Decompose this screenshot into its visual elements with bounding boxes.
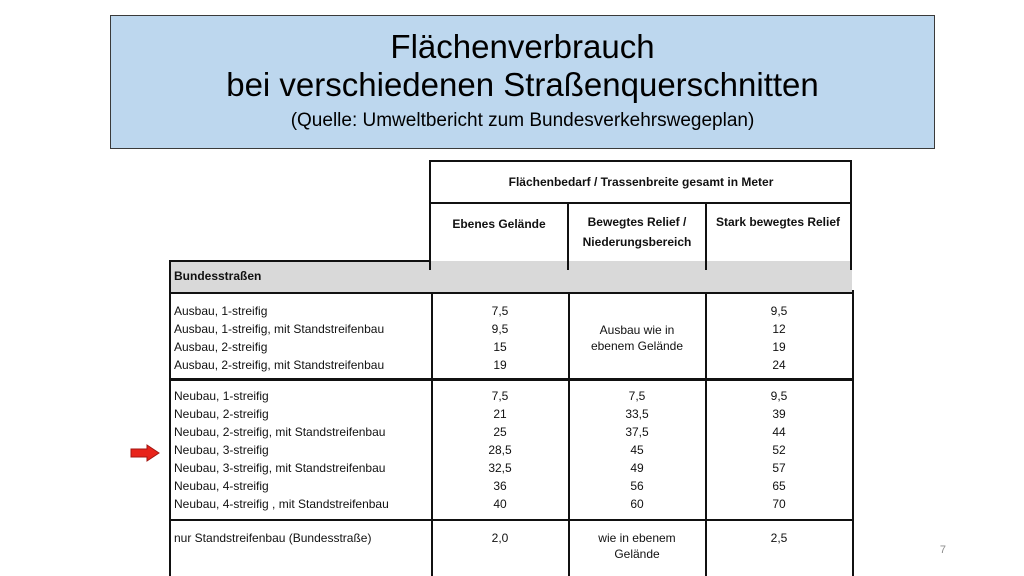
row-label: Ausbau, 1-streifig, mit Standstreifenbau	[174, 322, 385, 336]
cell: 19	[772, 340, 786, 354]
cell: 44	[772, 425, 786, 439]
col-bewegt: Bewegtes Relief / Niederungsbereich	[582, 215, 692, 249]
title-sub: bei verschiedenen Straßenquerschnitten	[226, 66, 819, 103]
row-label: Ausbau, 2-streifig	[174, 340, 268, 354]
cell: 7,5	[491, 389, 509, 403]
group-row	[170, 261, 852, 292]
cell: 37,5	[625, 425, 649, 439]
col-stark: Stark bewegtes Relief	[715, 215, 841, 229]
title-source: (Quelle: Umweltbericht zum Bundesverkehrswegeplan)	[290, 110, 755, 131]
cell: 33,5	[625, 407, 649, 421]
cell: 9,5	[491, 322, 509, 336]
col-ebenes: Ebenes Gelände	[452, 217, 546, 231]
cell: 56	[630, 479, 644, 493]
cell: 21	[493, 407, 507, 421]
row-label: Neubau, 3-streifig, mit Standstreifenbau	[174, 461, 386, 475]
row-label: Ausbau, 2-streifig, mit Standstreifenbau	[174, 358, 385, 372]
cell: 12	[772, 322, 786, 336]
cell: 52	[772, 443, 786, 457]
cell: 2,0	[491, 531, 509, 545]
cell: 15	[493, 340, 507, 354]
page-number: 7	[939, 544, 946, 556]
cell: 49	[630, 461, 644, 475]
cell: 28,5	[488, 443, 512, 457]
cell: 7,5	[491, 304, 509, 318]
row-label: Neubau, 2-streifig	[174, 407, 269, 421]
cell: 45	[630, 443, 644, 457]
cell-note: wie in ebenem Gelände	[598, 531, 676, 561]
row-label: nur Standstreifenbau (Bundesstraße)	[174, 531, 372, 545]
row-label: Ausbau, 1-streifig	[174, 304, 268, 318]
cell: 24	[772, 358, 786, 372]
cell: 9,5	[770, 304, 788, 318]
cell: 7,5	[628, 389, 646, 403]
cell: 32,5	[488, 461, 512, 475]
cell-note: Ausbau wie in ebenem Gelände	[590, 323, 684, 353]
title-main: Flächenverbrauch	[390, 28, 655, 65]
row-label: Neubau, 4-streifig	[174, 479, 269, 493]
cell: 65	[772, 479, 786, 493]
row-label: Neubau, 4-streifig , mit Standstreifenbau	[174, 497, 389, 511]
cell: 70	[772, 497, 786, 511]
red-arrow-icon	[130, 444, 160, 462]
header-main: Flächenbedarf / Trassenbreite gesamt in Meter	[508, 175, 774, 189]
cell: 2,5	[770, 531, 788, 545]
group-label: Bundesstraßen	[174, 269, 262, 283]
cell: 39	[772, 407, 786, 421]
cell: 19	[493, 358, 507, 372]
cell: 40	[493, 497, 507, 511]
row-label: Neubau, 1-streifig	[174, 389, 269, 403]
cell: 25	[493, 425, 507, 439]
cell: 57	[772, 461, 786, 475]
cell: 36	[493, 479, 507, 493]
cell: 9,5	[770, 389, 788, 403]
row-label: Neubau, 2-streifig, mit Standstreifenbau	[174, 425, 386, 439]
cell: 60	[630, 497, 644, 511]
row-label: Neubau, 3-streifig	[174, 443, 269, 457]
